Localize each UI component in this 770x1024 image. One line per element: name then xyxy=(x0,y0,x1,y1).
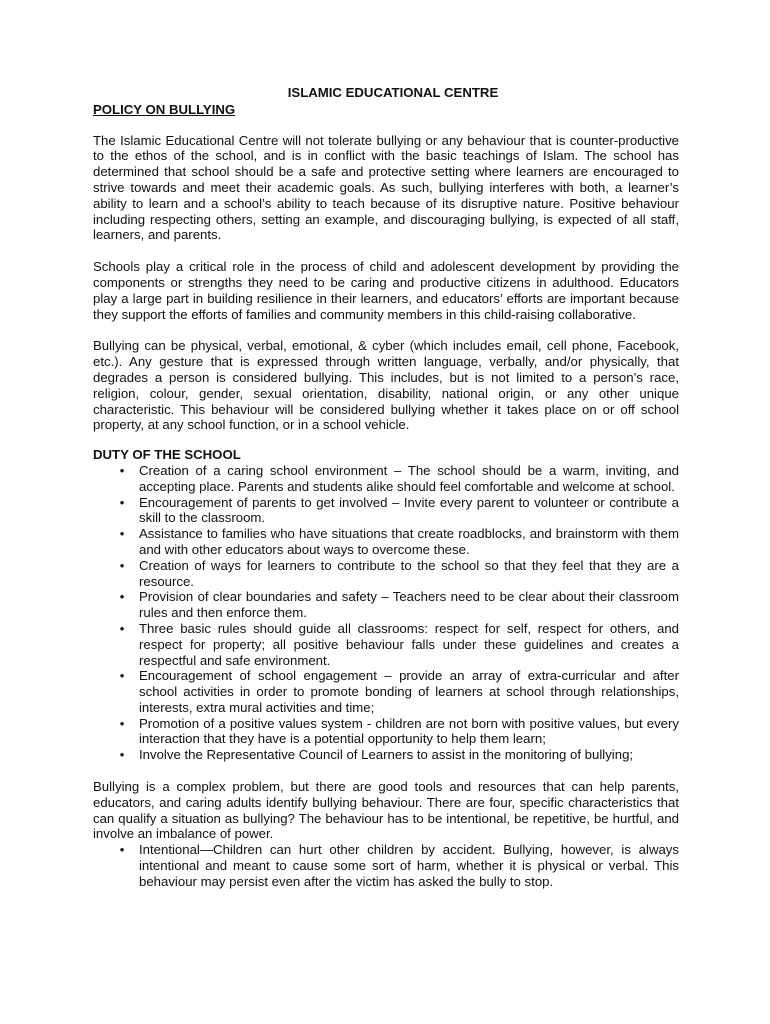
list-item-text: Involve the Representative Council of Learners to assist in the monitoring of bullying; xyxy=(139,747,634,763)
bullet-icon: • xyxy=(119,620,125,636)
document-title: ISLAMIC EDUCATIONAL CENTRE xyxy=(287,85,499,100)
list-item-text: Intentional—Children can hurt other children by accident. Bullying, however, is always intentional and meant to cause some sort of harm, whether it is physical or verbal. This behaviour may persist even after the victim has asked the bully to stop. xyxy=(139,842,679,889)
list-item xyxy=(119,747,679,763)
list-item xyxy=(119,494,679,527)
list-item xyxy=(119,715,679,748)
list-item-text: Promotion of a positive values system - children are not born with positive values, but every interaction that they have is a potential opportunity to help them learn; xyxy=(139,715,679,747)
policy-heading: POLICY ON BULLYING xyxy=(93,101,236,117)
list-item-text: Provision of clear boundaries and safety – Teachers need to be clear about their classroom rules and then enforce them. xyxy=(139,589,679,621)
bullet-icon: • xyxy=(119,668,125,684)
document-page xyxy=(93,85,679,890)
duty-heading: DUTY OF THE SCHOOL xyxy=(93,447,241,463)
bullet-icon: • xyxy=(119,715,125,731)
intro-paragraph: The Islamic Educational Centre will not tolerate bullying or any behaviour that is counter-productive to the ethos of the school, and is in conflict with the basic teachings of Islam. The school has determined that school should be a safe and protective setting where learners are encouraged to strive towards and meet their academic goals. As such, bullying interferes with both, a learner’s ability to learn and a school’s ability to teach because of its disruptive nature. Positive behaviour including respecting others, setting an example, and discouraging bullying, is expected of all staff, learners, and parents. xyxy=(93,132,679,243)
list-item-text: Creation of ways for learners to contribute to the school so that they feel that they are a resource. xyxy=(139,557,679,589)
list-item xyxy=(119,526,679,558)
bullying-definition-paragraph: Bullying can be physical, verbal, emotional, & cyber (which includes email, cell phone, Facebook, etc.). Any gesture that is expressed through written language, verbally, and/or physically, that degrades a person is considered bullying. This includes, but is not limited to a person’s race, religion, colour, gender, sexual orientation, disability, national origin, or any other unique characteristic. This behaviour will be considered bullying whether it takes place on or off school property, at any school function, or in a school vehicle. xyxy=(93,338,679,433)
bullet-icon: • xyxy=(119,494,125,510)
characteristics-list xyxy=(93,842,679,889)
schools-role-paragraph: Schools play a critical role in the process of child and adolescent development by providing the components or strengths they need to be caring and productive citizens in adulthood. Educators play a large part in building resilience in their learners, and educators’ efforts are important because they support the efforts of families and community members in this child-raising collaborative. xyxy=(93,259,679,322)
list-item-text: Assistance to families who have situations that create roadblocks, and brainstorm with them and with other educators about ways to overcome these. xyxy=(139,526,679,557)
list-item xyxy=(119,462,679,495)
duty-list xyxy=(93,463,679,763)
list-item-text: Encouragement of school engagement – provide an array of extra-curricular and after school activities in order to promote bonding of learners at school through relationships, interests, extra mural activities and time; xyxy=(139,668,679,715)
bullet-icon: • xyxy=(119,842,125,858)
list-item xyxy=(119,557,679,590)
bullet-icon: • xyxy=(119,747,125,763)
list-item-text: Creation of a caring school environment – The school should be a warm, inviting, and accepting place. Parents and students alike should feel comfortable and welcome at school. xyxy=(139,462,679,494)
list-item xyxy=(119,589,679,621)
bullet-icon: • xyxy=(119,589,125,605)
list-item xyxy=(119,842,679,889)
list-item-text: Three basic rules should guide all classrooms: respect for self, respect for others, and respect for property; all positive behaviour falls under these guidelines and creates a respectful and safe environment. xyxy=(139,620,679,668)
list-item xyxy=(119,668,679,715)
bullet-icon: • xyxy=(119,526,125,542)
list-item xyxy=(119,620,679,668)
list-item-text: Encouragement of parents to get involved – Invite every parent to volunteer or contribute a skill to the classroom. xyxy=(139,494,679,526)
bullet-icon: • xyxy=(119,462,125,478)
bullet-icon: • xyxy=(119,557,125,573)
complex-problem-paragraph: Bullying is a complex problem, but there are good tools and resources that can help parents, educators, and caring adults identify bullying behaviour. There are four, specific characteristics that can qualify a situation as bullying? The behaviour has to be intentional, be repetitive, be hurtful, and involve an imbalance of power. xyxy=(93,779,679,842)
